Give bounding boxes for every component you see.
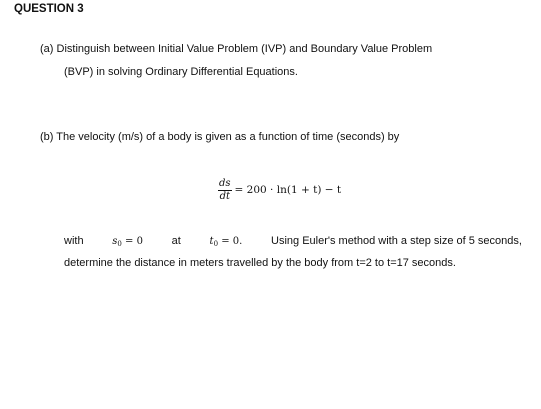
fraction-numerator: ds [219, 177, 231, 189]
initial-condition-line [64, 235, 522, 248]
part-a-line-2: (BVP) in solving Ordinary Differential Equations. [64, 66, 298, 78]
velocity-equation [218, 173, 341, 207]
part-a-line-1: (a) Distinguish between Initial Value Problem (IVP) and Boundary Value Problem [40, 43, 433, 55]
s-subscript: 0 [117, 240, 122, 248]
t-equals: = 0. [221, 236, 243, 247]
s-equals: = 0 [125, 236, 143, 247]
part-b-task-line: determine the distance in meters travelled by the body from t=2 to t=17 seconds. [64, 257, 456, 269]
question-title: QUESTION 3 [14, 3, 84, 15]
t-zero-expression [210, 236, 243, 248]
with-word: with [64, 235, 84, 247]
derivative-fraction [218, 179, 232, 202]
s-zero-expression [112, 236, 143, 248]
s-variable: s [112, 236, 118, 247]
at-word: at [171, 235, 181, 247]
t-subscript: 0 [213, 240, 219, 248]
euler-method-text: Using Euler's method with a step size of 5 seconds, [271, 235, 522, 247]
part-b-intro: (b) The velocity (m/s) of a body is given as a function of time (seconds) by [40, 131, 400, 143]
equation-right-side: = 200 · ln(1 + t) − t [234, 184, 342, 196]
fraction-denominator: dt [219, 190, 230, 202]
t-variable: t [209, 236, 214, 247]
